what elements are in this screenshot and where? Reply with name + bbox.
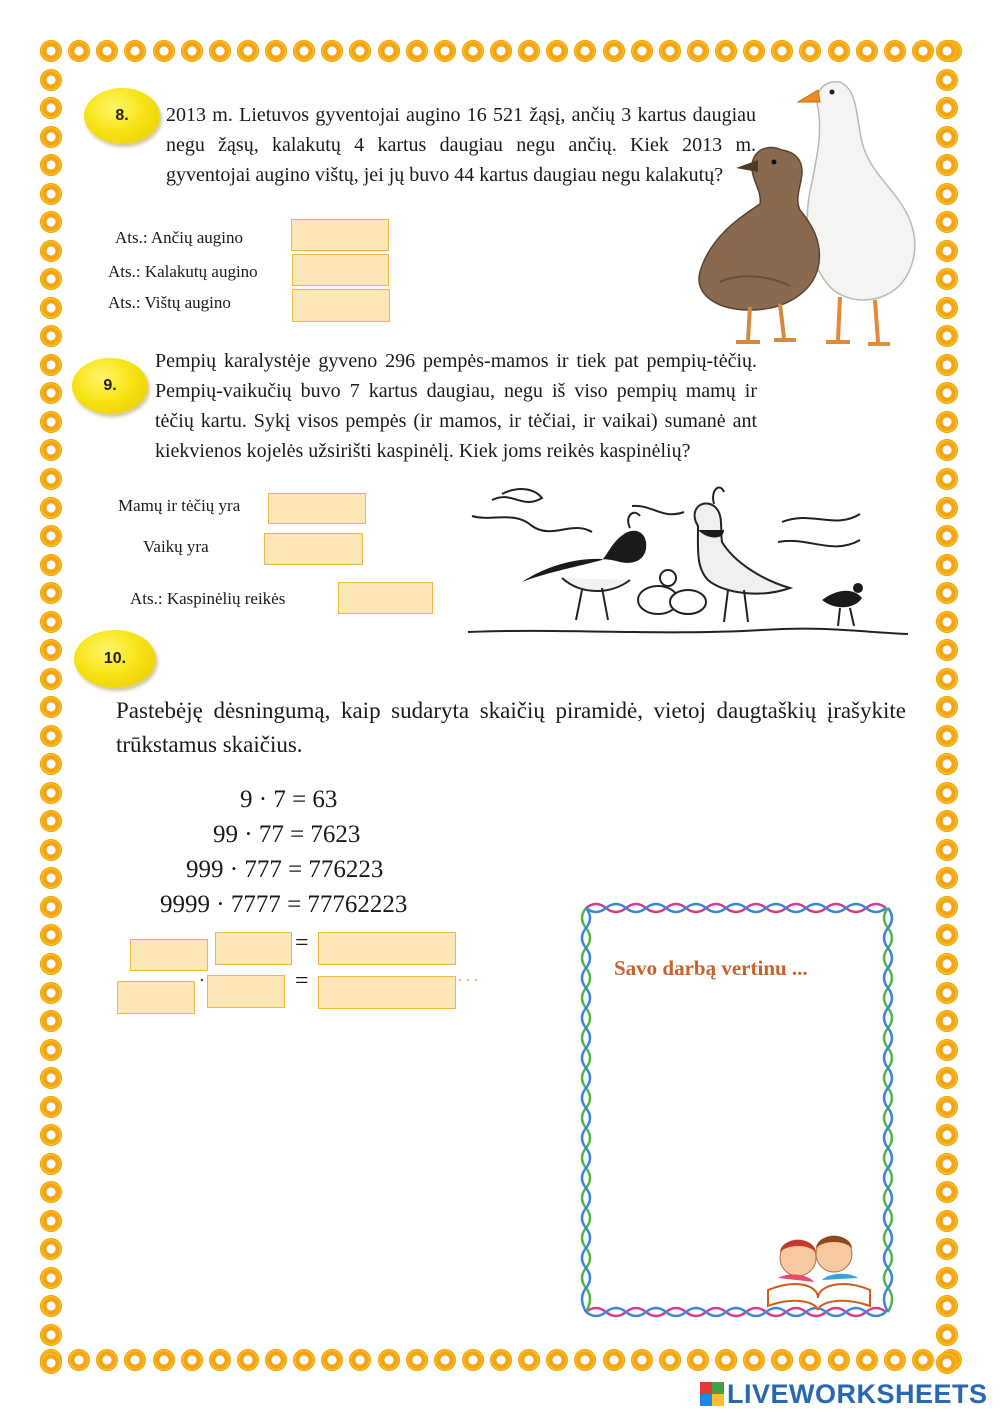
sunflower-icon bbox=[406, 40, 428, 62]
task10-number: 10. bbox=[103, 650, 127, 667]
sunflower-icon bbox=[687, 1349, 709, 1371]
task9-children-label: Vaikų yra bbox=[143, 537, 209, 556]
sunflower-icon bbox=[936, 1124, 958, 1146]
sunflower-icon bbox=[124, 40, 146, 62]
sunflower-icon bbox=[378, 1349, 400, 1371]
evaluation-title: Savo darbą vertinu ... bbox=[614, 956, 808, 980]
sunflower-icon bbox=[936, 725, 958, 747]
row6-dot-sign: · bbox=[199, 970, 205, 990]
equation-3: 999 · 777 = 776223 bbox=[186, 856, 384, 883]
sunflower-icon bbox=[715, 1349, 737, 1371]
sunflower-icon bbox=[659, 40, 681, 62]
sunflower-icon bbox=[40, 1210, 62, 1232]
task9-ribbons-label: Ats.: Kaspinėlių reikės bbox=[130, 589, 286, 608]
sunflower-icon bbox=[40, 1181, 62, 1203]
sunflower-icon bbox=[40, 839, 62, 861]
equation-4: 9999 · 7777 = 77762223 bbox=[160, 891, 408, 918]
equation-2: 99 · 77 = 7623 bbox=[213, 821, 361, 848]
task9-number-badge bbox=[72, 358, 148, 414]
sunflower-icon bbox=[546, 40, 568, 62]
sunflower-icon bbox=[799, 1349, 821, 1371]
sunflower-icon bbox=[936, 40, 958, 62]
frame-bottom bbox=[40, 1349, 962, 1375]
task8-number: 8. bbox=[115, 107, 129, 124]
sunflower-icon bbox=[434, 40, 456, 62]
sunflower-icon bbox=[40, 97, 62, 119]
sunflower-icon bbox=[40, 154, 62, 176]
row5-equals-sign: = bbox=[295, 930, 309, 956]
brand-name: LIVEWORKSHEETS bbox=[727, 1378, 988, 1409]
sunflower-icon bbox=[936, 639, 958, 661]
row6-product-input[interactable] bbox=[318, 976, 456, 1009]
frame-left bbox=[40, 40, 66, 1375]
sunflower-icon bbox=[40, 354, 62, 376]
sunflower-icon bbox=[659, 1349, 681, 1371]
sunflower-icon bbox=[884, 40, 906, 62]
sunflower-icon bbox=[828, 40, 850, 62]
sunflower-icon bbox=[40, 468, 62, 490]
sunflower-icon bbox=[321, 40, 343, 62]
sunflower-icon bbox=[406, 1349, 428, 1371]
sunflower-icon bbox=[936, 382, 958, 404]
sunflower-icon bbox=[936, 1181, 958, 1203]
sunflower-icon bbox=[40, 126, 62, 148]
sunflower-icon bbox=[349, 40, 371, 62]
sunflower-icon bbox=[936, 1267, 958, 1289]
sunflower-icon bbox=[518, 40, 540, 62]
sunflower-icon bbox=[209, 1349, 231, 1371]
sunflower-icon bbox=[936, 468, 958, 490]
task8-text: 2013 m. Lietuvos gyventojai augino 16 521 žąsį, ančių 3 kartus daugiau negu žąsų, kalakutų 4 kartus daugiau negu ančių. Kiek 2013 m. gyventojai augino vištų, jei jų buvo 44 kartus daugiau negu kalakutų? bbox=[166, 104, 756, 186]
sunflower-icon bbox=[936, 525, 958, 547]
sunflower-icon bbox=[209, 40, 231, 62]
sunflower-icon bbox=[40, 240, 62, 262]
task9-parents-label: Mamų ir tėčių yra bbox=[118, 496, 241, 515]
task8-hens-input[interactable] bbox=[292, 289, 390, 322]
sunflower-icon bbox=[181, 40, 203, 62]
task9-number: 9. bbox=[103, 377, 117, 394]
sunflower-icon bbox=[40, 325, 62, 347]
sunflower-icon bbox=[936, 896, 958, 918]
row6-trailing-dots: . . . bbox=[458, 968, 478, 985]
sunflower-icon bbox=[40, 268, 62, 290]
sunflower-icon bbox=[603, 40, 625, 62]
task10-text: Pastebėję dėsningumą, kaip sudaryta skaičių piramidė, vietoj daugtaškių įrašykite trūkstamus skaičius. bbox=[116, 698, 906, 757]
task8-answer-hens-label: Ats.: Vištų augino bbox=[108, 293, 231, 312]
sunflower-icon bbox=[40, 183, 62, 205]
sunflower-icon bbox=[40, 1124, 62, 1146]
task9-ribbons-input[interactable] bbox=[338, 582, 433, 614]
sunflower-icon bbox=[799, 40, 821, 62]
sunflower-icon bbox=[936, 1067, 958, 1089]
sunflower-icon bbox=[936, 354, 958, 376]
sunflower-icon bbox=[603, 1349, 625, 1371]
sunflower-icon bbox=[936, 1096, 958, 1118]
row5-factor2-input[interactable] bbox=[215, 932, 292, 965]
row6-equals-sign: = bbox=[295, 968, 309, 994]
sunflower-icon bbox=[490, 1349, 512, 1371]
sunflower-icon bbox=[40, 725, 62, 747]
sunflower-icon bbox=[936, 611, 958, 633]
sunflower-icon bbox=[40, 896, 62, 918]
sunflower-icon bbox=[936, 582, 958, 604]
sunflower-icon bbox=[40, 1324, 62, 1346]
sunflower-icon bbox=[237, 40, 259, 62]
sunflower-icon bbox=[743, 1349, 765, 1371]
sunflower-icon bbox=[40, 69, 62, 91]
sunflower-icon bbox=[884, 1349, 906, 1371]
sunflower-icon bbox=[936, 497, 958, 519]
sunflower-icon bbox=[40, 782, 62, 804]
sunflower-icon bbox=[40, 1352, 62, 1374]
sunflower-icon bbox=[40, 1039, 62, 1061]
sunflower-icon bbox=[40, 924, 62, 946]
sunflower-icon bbox=[936, 439, 958, 461]
sunflower-icon bbox=[490, 40, 512, 62]
sunflower-icon bbox=[40, 867, 62, 889]
sunflower-icon bbox=[828, 1349, 850, 1371]
sunflower-icon bbox=[936, 1039, 958, 1061]
sunflower-icon bbox=[40, 525, 62, 547]
sunflower-icon bbox=[936, 97, 958, 119]
sunflower-icon bbox=[96, 40, 118, 62]
sunflower-icon bbox=[715, 40, 737, 62]
sunflower-icon bbox=[936, 297, 958, 319]
sunflower-icon bbox=[40, 668, 62, 690]
sunflower-icon bbox=[96, 1349, 118, 1371]
sunflower-icon bbox=[40, 582, 62, 604]
sunflower-icon bbox=[687, 40, 709, 62]
sunflower-icon bbox=[265, 40, 287, 62]
sunflower-icon bbox=[181, 1349, 203, 1371]
sunflower-icon bbox=[631, 1349, 653, 1371]
sunflower-icon bbox=[936, 1352, 958, 1374]
sunflower-icon bbox=[68, 40, 90, 62]
sunflower-icon bbox=[40, 382, 62, 404]
sunflower-icon bbox=[936, 554, 958, 576]
sunflower-icon bbox=[124, 1349, 146, 1371]
sunflower-icon bbox=[936, 69, 958, 91]
sunflower-icon bbox=[40, 1238, 62, 1260]
sunflower-icon bbox=[153, 40, 175, 62]
sunflower-icon bbox=[40, 1067, 62, 1089]
liveworksheets-logo bbox=[700, 1378, 988, 1410]
row5-factor1-input[interactable] bbox=[130, 939, 208, 971]
frame-right bbox=[936, 40, 962, 1375]
sunflower-icon bbox=[434, 1349, 456, 1371]
sunflower-icon bbox=[936, 753, 958, 775]
sunflower-icon bbox=[462, 1349, 484, 1371]
sunflower-icon bbox=[936, 867, 958, 889]
sunflower-icon bbox=[936, 953, 958, 975]
sunflower-icon bbox=[40, 497, 62, 519]
reading-children-illustration bbox=[758, 1228, 878, 1314]
sunflower-icon bbox=[518, 1349, 540, 1371]
sunflower-icon bbox=[936, 183, 958, 205]
sunflower-icon bbox=[40, 982, 62, 1004]
sunflower-icon bbox=[293, 1349, 315, 1371]
task8-answer-ducks-label: Ats.: Ančių augino bbox=[115, 228, 243, 247]
sunflower-icon bbox=[321, 1349, 343, 1371]
row6-factor2-input[interactable] bbox=[207, 975, 285, 1008]
sunflower-icon bbox=[631, 40, 653, 62]
sunflower-icon bbox=[936, 268, 958, 290]
task9-parents-input[interactable] bbox=[268, 493, 366, 524]
sunflower-icon bbox=[936, 982, 958, 1004]
sunflower-icon bbox=[936, 668, 958, 690]
sunflower-icon bbox=[378, 40, 400, 62]
sunflower-icon bbox=[40, 211, 62, 233]
sunflower-icon bbox=[574, 40, 596, 62]
sunflower-icon bbox=[936, 325, 958, 347]
sunflower-icon bbox=[40, 1295, 62, 1317]
task10-number-badge bbox=[74, 630, 156, 688]
task9-children-input[interactable] bbox=[264, 533, 363, 565]
sunflower-icon bbox=[40, 953, 62, 975]
sunflower-icon bbox=[936, 810, 958, 832]
equation-1: 9 · 7 = 63 bbox=[240, 786, 338, 813]
task8-number-badge bbox=[84, 88, 160, 144]
sunflower-icon bbox=[265, 1349, 287, 1371]
task8-turkeys-input[interactable] bbox=[292, 254, 389, 286]
sunflower-icon bbox=[40, 439, 62, 461]
sunflower-icon bbox=[936, 782, 958, 804]
sunflower-icon bbox=[153, 1349, 175, 1371]
sunflower-icon bbox=[40, 810, 62, 832]
sunflower-icon bbox=[856, 40, 878, 62]
sunflower-icon bbox=[40, 554, 62, 576]
sunflower-icon bbox=[574, 1349, 596, 1371]
sunflower-icon bbox=[771, 40, 793, 62]
sunflower-icon bbox=[40, 411, 62, 433]
sunflower-icon bbox=[936, 1153, 958, 1175]
task8-answer-turkeys-label: Ats.: Kalakutų augino bbox=[108, 262, 258, 281]
sunflower-icon bbox=[912, 1349, 934, 1371]
sunflower-icon bbox=[40, 1096, 62, 1118]
sunflower-icon bbox=[40, 1267, 62, 1289]
sunflower-icon bbox=[936, 1295, 958, 1317]
sunflower-icon bbox=[40, 611, 62, 633]
sunflower-icon bbox=[936, 924, 958, 946]
sunflower-icon bbox=[936, 1010, 958, 1032]
task8-ducks-input[interactable] bbox=[291, 219, 389, 251]
sunflower-icon bbox=[237, 1349, 259, 1371]
sunflower-icon bbox=[936, 126, 958, 148]
sunflower-icon bbox=[40, 1153, 62, 1175]
sunflower-icon bbox=[936, 696, 958, 718]
frame-top bbox=[40, 40, 962, 66]
sunflower-icon bbox=[936, 211, 958, 233]
liveworksheets-mark-icon bbox=[700, 1382, 724, 1406]
sunflower-icon bbox=[912, 40, 934, 62]
sunflower-icon bbox=[936, 1210, 958, 1232]
sunflower-icon bbox=[936, 839, 958, 861]
sunflower-icon bbox=[40, 1010, 62, 1032]
sunflower-icon bbox=[856, 1349, 878, 1371]
row5-product-input[interactable] bbox=[318, 932, 456, 965]
task9-text: Pempių karalystėje gyveno 296 pempės-mamos ir tiek pat pempių-tėčių. Pempių-vaikučių buvo 7 kartus daugiau, negu iš viso pempių mamų ir tėčių kartu. Sykį visos pempės (ir mamos, ir tėčiai, ir vaikai) sumanė ant kiekvienos kojelės užsirišti kaspinėlį. Kiek joms reikės kaspinėlių? bbox=[155, 350, 757, 462]
sunflower-icon bbox=[936, 411, 958, 433]
row6-factor1-input[interactable] bbox=[117, 981, 195, 1014]
sunflower-icon bbox=[40, 639, 62, 661]
sunflower-icon bbox=[936, 1324, 958, 1346]
sunflower-icon bbox=[40, 297, 62, 319]
lapwings-sketch bbox=[462, 470, 910, 646]
sunflower-icon bbox=[68, 1349, 90, 1371]
sunflower-icon bbox=[293, 40, 315, 62]
sunflower-icon bbox=[936, 1238, 958, 1260]
sunflower-icon bbox=[771, 1349, 793, 1371]
sunflower-icon bbox=[349, 1349, 371, 1371]
sunflower-icon bbox=[936, 154, 958, 176]
sunflower-icon bbox=[40, 40, 62, 62]
goose-and-duck-illustration bbox=[690, 72, 926, 352]
sunflower-icon bbox=[40, 696, 62, 718]
sunflower-icon bbox=[546, 1349, 568, 1371]
sunflower-icon bbox=[40, 753, 62, 775]
sunflower-icon bbox=[936, 240, 958, 262]
sunflower-icon bbox=[743, 40, 765, 62]
sunflower-icon bbox=[462, 40, 484, 62]
